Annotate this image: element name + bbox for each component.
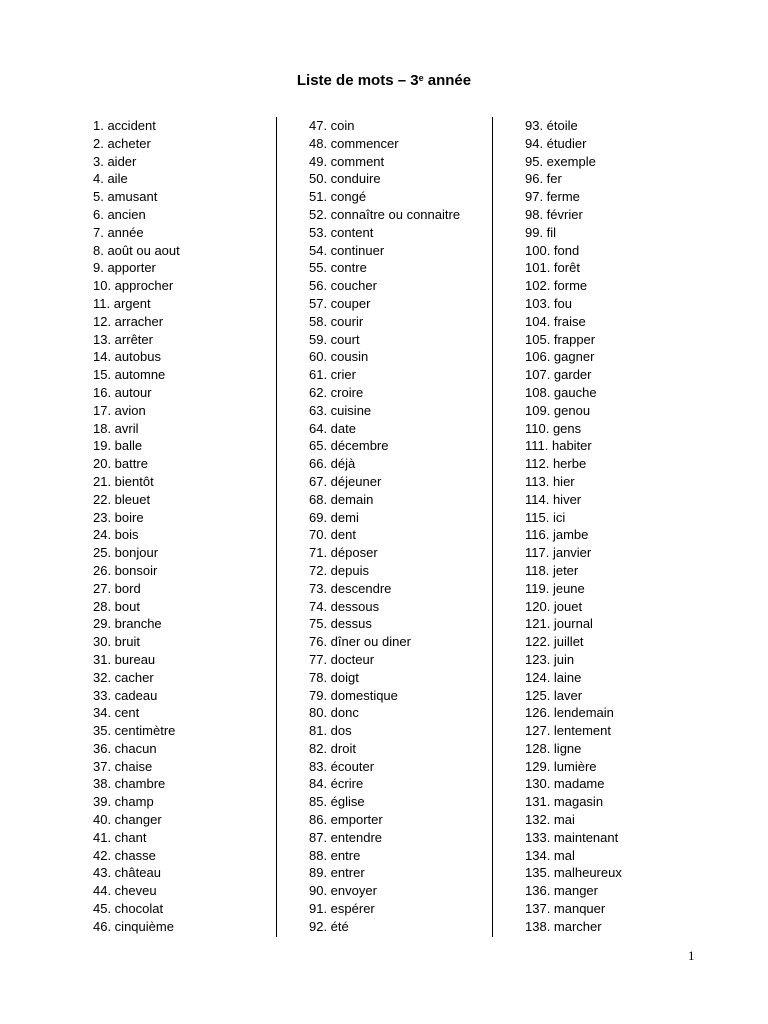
list-item: 14. autobus <box>93 349 161 365</box>
list-item: 33. cadeau <box>93 687 158 703</box>
list-item: 21. bientôt <box>93 473 154 489</box>
list-item: 88. entre <box>309 847 361 863</box>
list-item: 64. date <box>309 420 356 436</box>
list-item: 114. hiver <box>525 491 582 507</box>
list-item: 108. gauche <box>525 384 597 400</box>
list-item: 109. genou <box>525 402 591 418</box>
list-item: 28. bout <box>93 598 140 614</box>
list-item: 46. cinquième <box>93 918 174 934</box>
list-item: 103. fou <box>525 295 572 311</box>
list-item: 38. chambre <box>93 776 166 792</box>
list-item: 128. ligne <box>525 740 582 756</box>
list-item: 135. malheureux <box>525 865 622 881</box>
list-item: 77. docteur <box>309 651 375 667</box>
list-item: 40. changer <box>93 812 162 828</box>
list-item: 3. aider <box>93 153 137 169</box>
column-divider-1 <box>276 117 277 937</box>
list-item: 110. gens <box>525 420 582 436</box>
list-item: 9. apporter <box>93 260 156 276</box>
list-item: 16. autour <box>93 384 152 400</box>
list-item: 82. droit <box>309 740 356 756</box>
list-item: 125. laver <box>525 687 583 703</box>
list-item: 81. dos <box>309 723 352 739</box>
list-item: 134. mal <box>525 847 575 863</box>
list-item: 13. arrêter <box>93 331 153 347</box>
list-item: 61. crier <box>309 367 356 383</box>
word-column-1 <box>93 117 180 936</box>
list-item: 76. dîner ou diner <box>309 634 411 650</box>
list-item: 104. fraise <box>525 313 586 329</box>
list-item: 112. herbe <box>525 456 587 472</box>
list-item: 80. donc <box>309 705 359 721</box>
list-item: 90. envoyer <box>309 883 377 899</box>
list-item: 25. bonjour <box>93 545 159 561</box>
title-text: Liste de mots – 3 <box>296 72 419 90</box>
list-item: 27. bord <box>93 580 141 596</box>
list-item: 17. avion <box>93 402 146 418</box>
list-item: 48. commencer <box>309 135 399 151</box>
list-item: 87. entendre <box>309 829 383 845</box>
list-item: 20. battre <box>93 456 148 472</box>
list-item: 41. chant <box>93 829 147 845</box>
list-item: 35. centimètre <box>93 723 176 739</box>
list-item: 7. année <box>93 224 144 240</box>
list-item: 79. domestique <box>309 687 398 703</box>
list-item: 15. automne <box>93 367 166 383</box>
list-item: 36. chacun <box>93 740 157 756</box>
list-item: 96. fer <box>525 171 562 187</box>
list-item: 68. demain <box>309 491 374 507</box>
list-item: 129. lumière <box>525 758 597 774</box>
list-item: 83. écouter <box>309 758 375 774</box>
list-item: 65. décembre <box>309 438 389 454</box>
word-column-3 <box>525 117 622 936</box>
list-item: 75. dessus <box>309 616 372 632</box>
list-item: 19. balle <box>93 438 143 454</box>
list-item: 113. hier <box>525 473 575 489</box>
list-item: 121. journal <box>525 616 593 632</box>
list-item: 29. branche <box>93 616 162 632</box>
list-item: 34. cent <box>93 705 140 721</box>
list-item: 8. août ou aout <box>93 242 180 258</box>
list-item: 100. fond <box>525 242 580 258</box>
list-item: 57. couper <box>309 295 371 311</box>
list-item: 6. ancien <box>93 206 146 222</box>
list-item: 92. été <box>309 918 349 934</box>
list-item: 89. entrer <box>309 865 365 881</box>
page-title <box>0 71 768 91</box>
list-item: 107. garder <box>525 367 592 383</box>
list-item: 44. cheveu <box>93 883 157 899</box>
page-number: 1 <box>688 948 695 963</box>
list-item: 5. amusant <box>93 189 158 205</box>
list-item: 54. continuer <box>309 242 385 258</box>
list-item: 71. déposer <box>309 545 378 561</box>
list-item: 118. jeter <box>525 562 579 578</box>
list-item: 47. coin <box>309 118 355 133</box>
list-item: 42. chasse <box>93 847 156 863</box>
list-item: 99. fil <box>525 224 557 240</box>
list-item: 43. château <box>93 865 161 881</box>
list-item: 26. bonsoir <box>93 562 158 578</box>
list-item: 115. ici <box>525 509 566 525</box>
list-item: 101. forêt <box>525 260 580 276</box>
list-item: 102. forme <box>525 278 588 294</box>
list-item: 66. déjà <box>309 456 356 472</box>
list-item: 123. juin <box>525 651 575 667</box>
list-item: 49. comment <box>309 153 385 169</box>
list-item: 138. marcher <box>525 918 602 934</box>
list-item: 136. manger <box>525 883 598 899</box>
list-item: 98. février <box>525 206 583 222</box>
list-item: 122. juillet <box>525 634 584 650</box>
list-item: 31. bureau <box>93 651 156 667</box>
list-item: 59. court <box>309 331 360 347</box>
list-item: 127. lentement <box>525 723 612 739</box>
list-item: 131. magasin <box>525 794 604 810</box>
list-item: 86. emporter <box>309 812 383 828</box>
list-item: 105. frapper <box>525 331 596 347</box>
list-item: 117. janvier <box>525 545 592 561</box>
list-item: 1. accident <box>93 118 156 133</box>
list-item: 52. connaître ou connaitre <box>309 206 461 222</box>
list-item: 2. acheter <box>93 135 151 151</box>
list-item: 119. jeune <box>525 580 585 596</box>
list-item: 11. argent <box>93 295 151 311</box>
list-item: 94. étudier <box>525 135 587 151</box>
list-item: 106. gagner <box>525 349 595 365</box>
list-item: 32. cacher <box>93 669 154 685</box>
list-item: 10. approcher <box>93 278 174 294</box>
list-item: 50. conduire <box>309 171 381 187</box>
list-item: 93. étoile <box>525 118 578 133</box>
list-item: 4. aile <box>93 171 128 187</box>
list-item: 74. dessous <box>309 598 380 614</box>
list-item: 126. lendemain <box>525 705 614 721</box>
list-item: 53. content <box>309 224 374 240</box>
list-item: 45. chocolat <box>93 901 164 917</box>
list-item: 72. depuis <box>309 562 369 578</box>
list-item: 132. mai <box>525 812 575 828</box>
list-item: 30. bruit <box>93 634 140 650</box>
list-item: 67. déjeuner <box>309 473 382 489</box>
list-item: 95. exemple <box>525 153 596 169</box>
list-item: 62. croire <box>309 384 364 400</box>
list-item: 84. écrire <box>309 776 364 792</box>
list-item: 120. jouet <box>525 598 583 614</box>
list-item: 91. espérer <box>309 901 375 917</box>
list-item: 133. maintenant <box>525 829 619 845</box>
title-superscript: e <box>418 73 424 84</box>
list-item: 69. demi <box>309 509 359 525</box>
list-item: 56. coucher <box>309 278 377 294</box>
list-item: 24. bois <box>93 527 139 543</box>
list-item: 18. avril <box>93 420 139 436</box>
word-column-2 <box>309 117 460 936</box>
list-item: 70. dent <box>309 527 356 543</box>
list-item: 63. cuisine <box>309 402 372 418</box>
list-item: 22. bleuet <box>93 491 151 507</box>
list-item: 58. courir <box>309 313 364 329</box>
list-item: 37. chaise <box>93 758 153 774</box>
list-item: 60. cousin <box>309 349 369 365</box>
list-item: 137. manquer <box>525 901 606 917</box>
list-item: 73. descendre <box>309 580 392 596</box>
list-item: 39. champ <box>93 794 154 810</box>
list-item: 51. congé <box>309 189 367 205</box>
list-item: 23. boire <box>93 509 144 525</box>
column-divider-2 <box>492 117 493 937</box>
list-item: 78. doigt <box>309 669 359 685</box>
title-suffix: année <box>423 72 472 90</box>
list-item: 124. laine <box>525 669 582 685</box>
list-item: 116. jambe <box>525 527 589 543</box>
list-item: 130. madame <box>525 776 605 792</box>
list-item: 55. contre <box>309 260 367 276</box>
list-item: 85. église <box>309 794 365 810</box>
list-item: 12. arracher <box>93 313 164 329</box>
list-item: 97. ferme <box>525 189 580 205</box>
list-item: 111. habiter <box>525 438 592 454</box>
